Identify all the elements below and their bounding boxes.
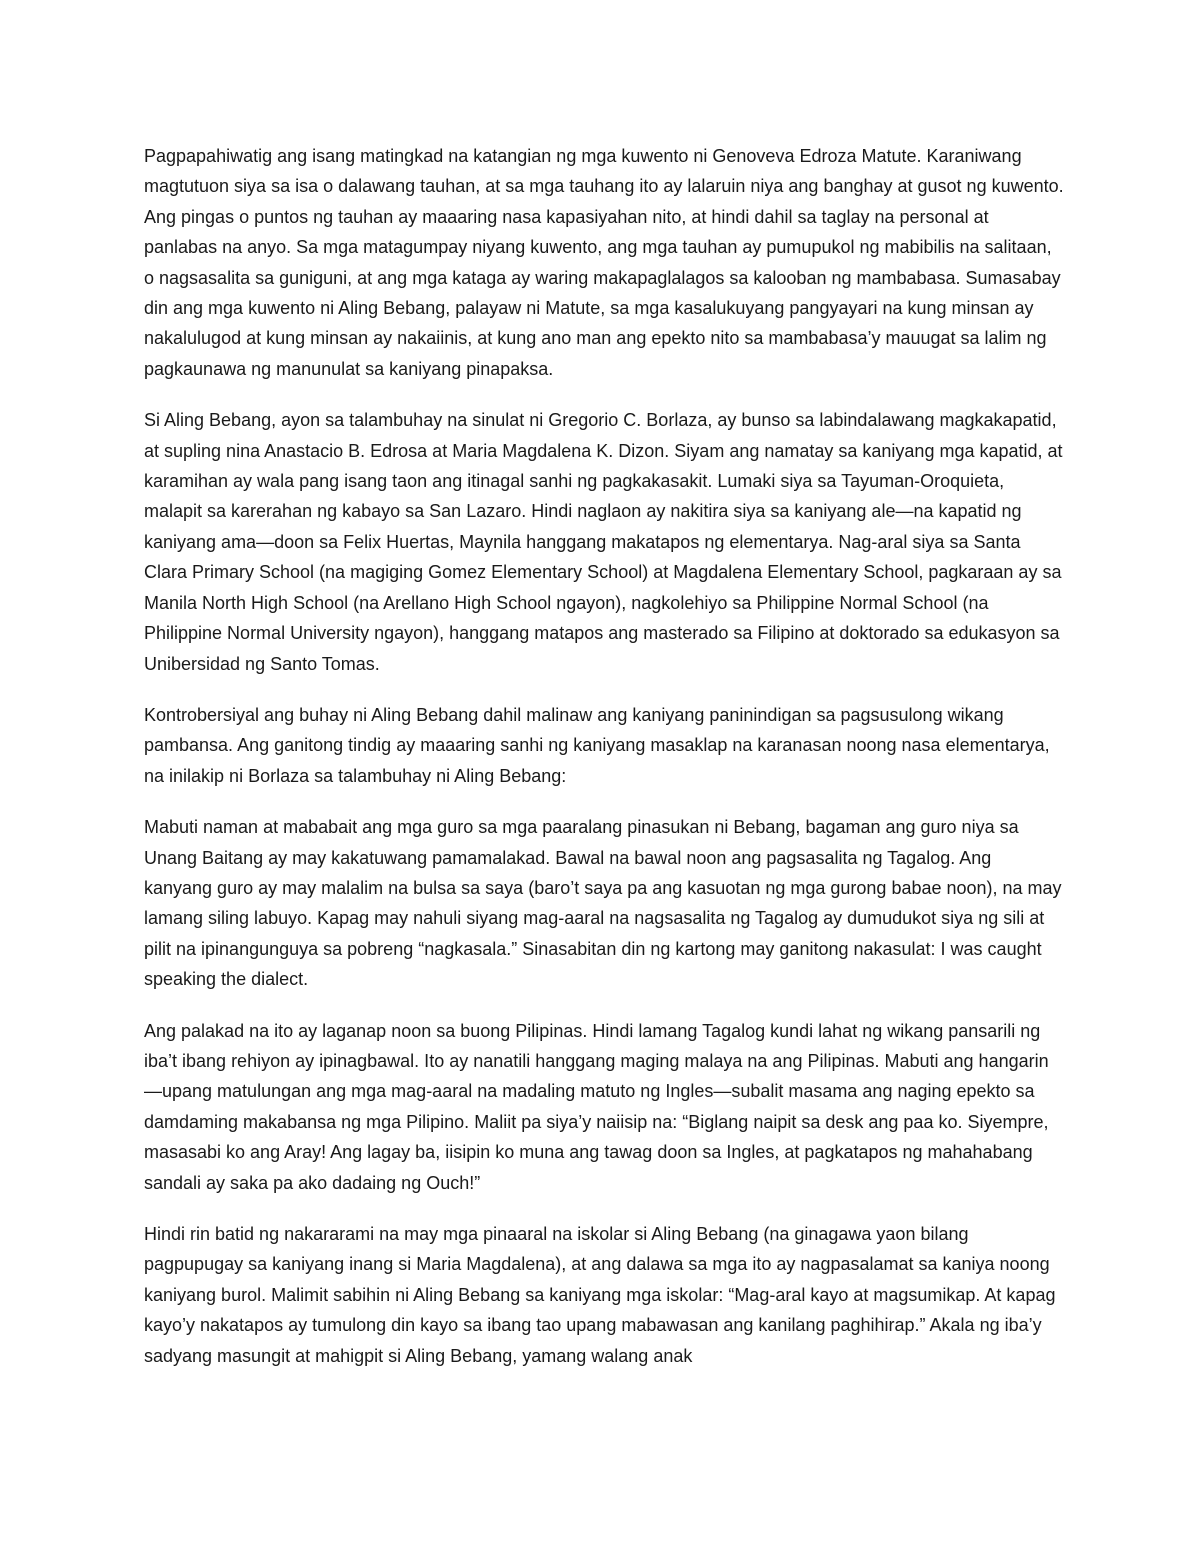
document-body (144, 141, 1064, 1371)
paragraph-5: Ang palakad na ito ay laganap noon sa buong Pilipinas. Hindi lamang Tagalog kundi lahat ng wikang pansarili ng iba’t ibang rehiyon ay ipinagbawal. Ito ay nanatili hanggang maging malaya na ang Pilipinas. Mabuti ang hangarin—upang matulungan ang mga mag-aaral na madaling matuto ng Ingles—subalit masama ang naging epekto sa damdaming makabansa ng mga Pilipino. Maliit pa siya’y naiisip na: “Biglang naipit sa desk ang paa ko. Siyempre, masasabi ko ang Aray! Ang lagay ba, iisipin ko muna ang tawag doon sa Ingles, at pagkatapos ng mahahabang sandali ay saka pa ako dadaing ng Ouch!” (144, 1020, 1049, 1193)
paragraph-1: Pagpapahiwatig ang isang matingkad na katangian ng mga kuwento ni Genoveva Edroza Matute. Karaniwang magtutuon siya sa isa o dalawang tauhan, at sa mga tauhang ito ay lalaruin niya ang banghay at gusot ng kuwento. Ang pingas o puntos ng tauhan ay maaaring nasa kapasiyahan nito, at hindi dahil sa taglay na personal at panlabas na anyo. Sa mga matagumpay niyang kuwento, ang mga tauhan ay pumupukol ng mabibilis na salitaan, o nagsasalita sa guniguni, at ang mga kataga ay waring makapaglalagos sa kalooban ng mambabasa. Sumasabay din ang mga kuwento ni Aling Bebang, palayaw ni Matute, sa mga kasalukuyang pangyayari na kung minsan ay nakalulugod at kung minsan ay nakaiinis, at kung ano man ang epekto nito sa mambabasa’y mauugat sa lalim ng pagkaunawa ng manunulat sa kaniyang pinapaksa. (144, 146, 1064, 379)
paragraph-3: Kontrobersiyal ang buhay ni Aling Bebang dahil malinaw ang kaniyang paninindigan sa pagsusulong wikang pambansa. Ang ganitong tindig ay maaaring sanhi ng kaniyang masaklap na karanasan noong nasa elementarya, na inilakip ni Borlaza sa talambuhay ni Aling Bebang: (144, 704, 1050, 786)
paragraph-2: Si Aling Bebang, ayon sa talambuhay na sinulat ni Gregorio C. Borlaza, ay bunso sa labindalawang magkakapatid, at supling nina Anastacio B. Edrosa at Maria Magdalena K. Dizon. Siyam ang namatay sa kaniyang mga kapatid, at karamihan ay wala pang isang taon ang itinagal sanhi ng pagkakasakit. Lumaki siya sa Tayuman-Oroquieta, malapit sa karerahan ng kabayo sa San Lazaro. Hindi naglaon ay nakitira siya sa kaniyang ale—na kapatid ng kaniyang ama—doon sa Felix Huertas, Maynila hanggang makatapos ng elementarya. Nag-aral siya sa Santa Clara Primary School (na magiging Gomez Elementary School) at Magdalena Elementary School, pagkaraan ay sa Manila North High School (na Arellano High School ngayon), nagkolehiyo sa Philippine Normal School (na Philippine Normal University ngayon), hanggang matapos ang masterado sa Filipino at doktorado sa edukasyon sa Unibersidad ng Santo Tomas. (144, 410, 1063, 674)
paragraph-4-quote: Mabuti naman at mababait ang mga guro sa mga paaralang pinasukan ni Bebang, bagaman ang guro niya sa Unang Baitang ay may kakatuwang pamamalakad. Bawal na bawal noon ang pagsasalita ng Tagalog. Ang kanyang guro ay may malalim na bulsa sa saya (baro’t saya pa ang kasuotan ng mga gurong babae noon), na may lamang siling labuyo. Kapag may nahuli siyang mag-aaral na nagsasalita ng Tagalog ay dumudukot siya ng sili at pilit na ipinangunguya sa pobreng “nagkasala.” Sinasabitan din ng kartong may ganitong nakasulat: I was caught speaking the dialect. (144, 817, 1062, 990)
paragraph-6: Hindi rin batid ng nakararami na may mga pinaaral na iskolar si Aling Bebang (na ginagawa yaon bilang pagpupugay sa kaniyang inang si Maria Magdalena), at ang dalawa sa mga ito ay nagpasalamat sa kaniya noong kaniyang burol. Malimit sabihin ni Aling Bebang sa kaniyang mga iskolar: “Mag-aral kayo at magsumikap. At kapag kayo’y nakatapos ay tumulong din kayo sa ibang tao upang mabawasan ang kanilang paghihirap.” Akala ng iba’y sadyang masungit at mahigpit si Aling Bebang, yamang walang anak (144, 1224, 1056, 1366)
